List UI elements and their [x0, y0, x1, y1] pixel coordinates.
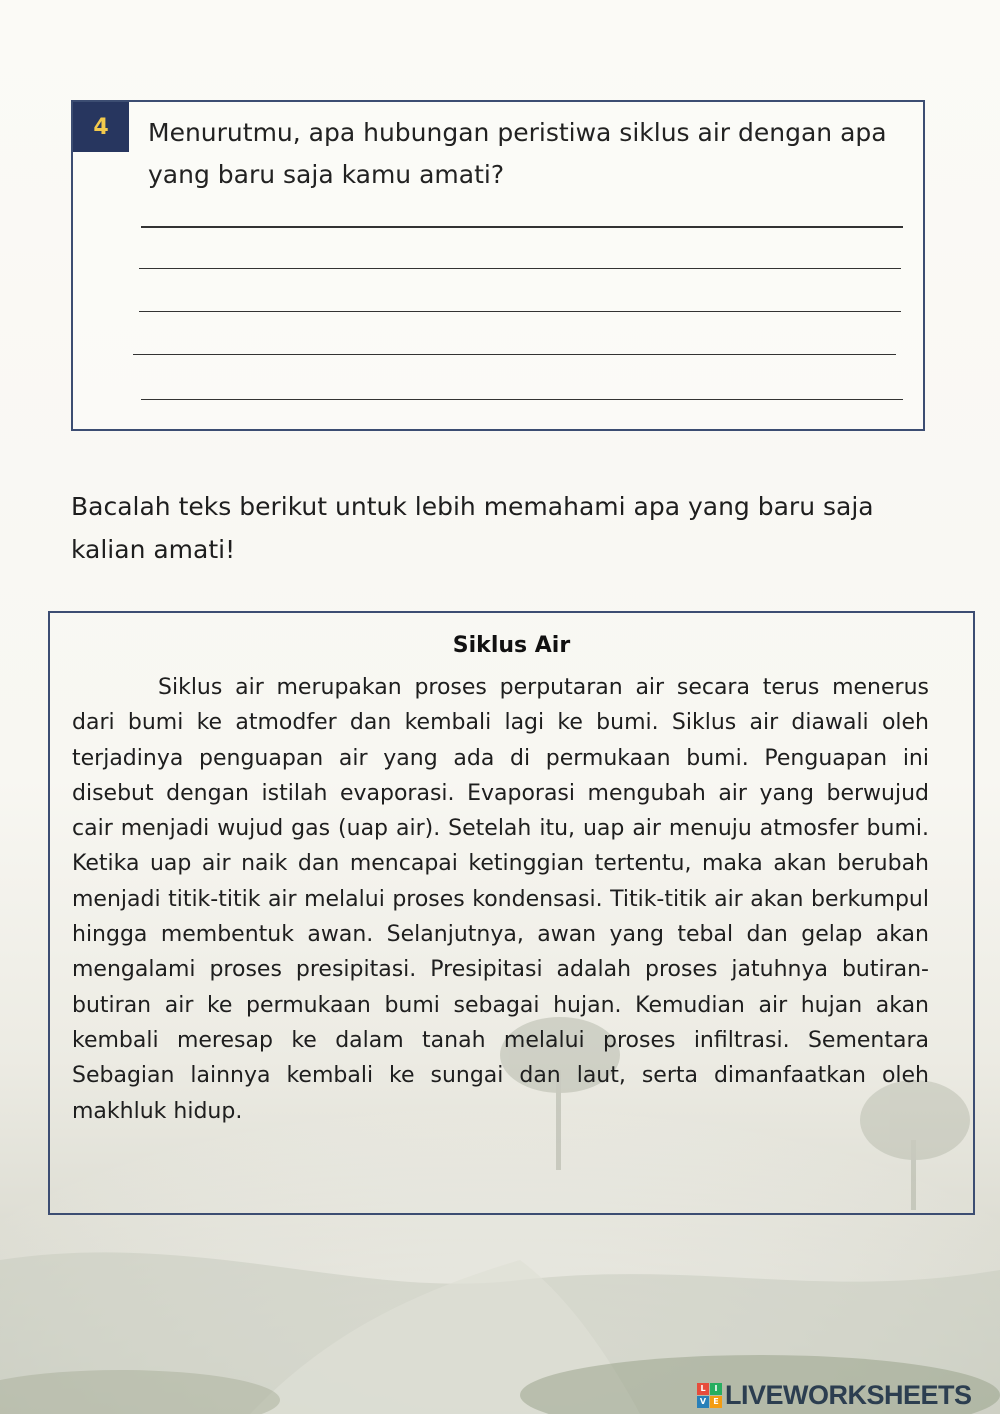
- brand-name: LIVEWORKSHEETS: [725, 1379, 972, 1410]
- question-box: [71, 100, 925, 431]
- answer-line[interactable]: [141, 226, 903, 228]
- question-number-badge: 4: [73, 102, 129, 152]
- answer-line[interactable]: [139, 268, 901, 269]
- reading-instruction: Bacalah teks berikut untuk lebih memahami apa yang baru saja kalian amati!: [71, 492, 874, 564]
- answer-line[interactable]: [141, 399, 903, 400]
- question-text: Menurutmu, apa hubungan peristiwa siklus air dengan apa yang baru saja kamu amati?: [148, 118, 887, 189]
- liveworksheets-brand: [697, 1378, 972, 1412]
- answer-line[interactable]: [133, 354, 896, 355]
- reading-body: Siklus air merupakan proses perputaran air secara terus menerus dari bumi ke atmodfer dan kembali lagi ke bumi. Siklus air diawali oleh terjadinya penguapan air yang ada di permukaan bumi. Penguapan ini disebut dengan istilah evaporasi. Evaporasi mengubah air yang berwujud cair menjadi wujud gas (uap air). Setelah itu, uap air menuju atmosfer bumi. Ketika uap air naik dan mencapai ketinggian tertentu, maka akan berubah menjadi titik-titik air melalui proses kondensasi. Titik-titik air akan berkumpul hingga membentuk awan. Selanjutnya, awan yang tebal dan gelap akan mengalami proses presipitasi. Presipitasi adalah proses jatuhnya butiran-butiran air ke permukaan bumi sebagai hujan. Kemudian air hujan akan kembali meresap ke dalam tanah melalui proses infiltrasi. Sementara Sebagian lainnya kembali ke sungai dan laut, serta dimanfaatkan oleh makhluk hidup.: [72, 675, 929, 1124]
- answer-line[interactable]: [139, 311, 901, 312]
- reading-box: [48, 611, 975, 1215]
- liveworksheets-logo-icon: L I V E: [697, 1383, 722, 1408]
- reading-title: Siklus Air: [452, 633, 571, 658]
